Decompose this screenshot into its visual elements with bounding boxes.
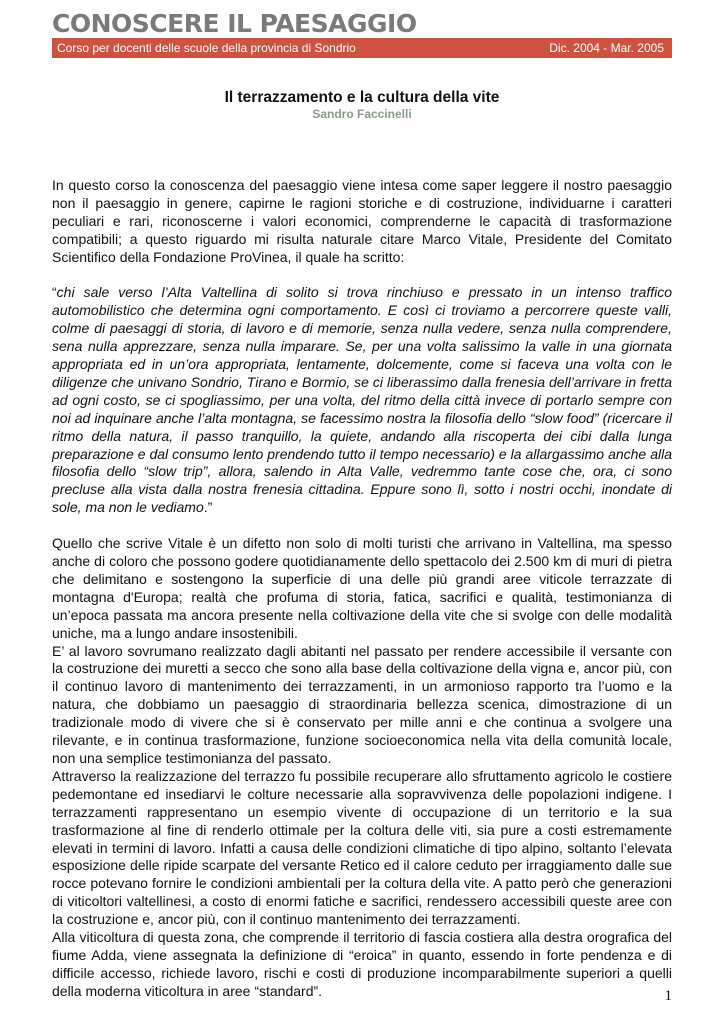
body-paragraph-1: Quello che scrive Vitale è un difetto non solo di molti turisti che arrivano in Valtellina, ma spesso anche di coloro che possono godere quotidianamente dello spettacolo dei 2.500 km di muri di pietra che delimitano e sostengono la superficie di una delle più grandi aree viticole terrazzate di montagna d'Europa; realtà che profuma di storia, fatica, sacrifici e qualità, testimonianza di un’epoca passata ma ancora presente nella coltivazione della vite che si svolge con delle modalità uniche, ma a lungo andare insostenibili. (52, 535, 672, 641)
masthead (52, 10, 672, 58)
body-paragraph-2: E’ al lavoro sovrumano realizzato dagli abitanti nel passato per rendere accessibile il versante con la costruzione dei muretti a secco che sono alla base della coltivazione della vigna e, ancor più, con il continuo lavoro di mantenimento dei terrazzamenti, in un armonioso rapporto tra l’uomo e la natura, che dobbiamo un paesaggio di straordinaria bellezza scenica, dimostrazione di un tradizionale modo di vivere che si è conservato per mille anni e che continua a svolgere una rilevante, e in continua trasformazione, funzione socioeconomica nella vita della comunità locale, non una semplice testimonianza del passato. (52, 642, 672, 766)
quote-text: chi sale verso l’Alta Valtellina di solito si trova rinchiuso e pressato in un intenso traffico automobilistico che determina ogni comportamento. E così ci troviamo a percorrere queste valli, colme di paesaggi di storia, di lavoro e di memorie, senza nulla vedere, senza nulla comprendere, sena nulla apprezzare, senza nulla imparare. Se, per una volta salissimo la valle in una giornata appropriata ed in un’ora appropriata, lentamente, dolcemente, come si faceva una volta con le diligenze che univano Sondrio, Tirano e Bormio, se ci liberassimo dalla frenesia dell’arrivare in fretta ad ogni costo, se ci spogliassimo, per una volta, del ritmo della città invece di portarlo sempre con noi ad inquinare anche l’alta montagna, se facessimo nostra la filosofia dello “slow food” (ricercare il ritmo della natura, il passo tranquillo, la quiete, andando alla riscoperta dei cibi dalla lunga preparazione e dal consumo lento prendendo tutto il tempo necessario) e la allargassimo anche alla filosofia dello “slow trip”, allora, salendo in Alta Valle, vedremmo tante cose che, ora, ci sono precluse alla vista dalla nostra frenesia cittadina. Eppure sono lì, sotto i nostri occhi, inondate di sole, ma non le vediamo (52, 284, 672, 516)
masthead-title: CONOSCERE IL PAESAGGIO (52, 9, 417, 38)
body-paragraph-3: Attraverso la realizzazione del terrazzo fu possibile recuperare allo sfruttamento agricolo le costiere pedemontane ed insediarvi le colture necessarie alla sopravvivenza delle popolazioni indigene. I terrazzamenti rappresentano un esempio vivente di occupazione di un territorio e la sua trasformazione al fine di renderlo ottimale per la coltura delle viti, sia pure a costi estremamente elevati in termini di lavoro. Infatti a causa delle condizioni climatiche di tipo alpino, soltanto l’elevata esposizione delle ripide scarpate del versante Retico ed il calore ceduto per irraggiamento dalle sue rocce potevano fornire le condizioni ambientali per la coltura della vite. A patto però che generazioni di viticoltori valtellinesi, a costo di enormi fatiche e sacrifici, rendessero accessibili queste aree con la costruzione e, ancor più, con il continuo mantenimento dei terrazzamenti. (52, 767, 672, 928)
course-subtitle: Corso per docenti delle scuole della provincia di Sondrio (57, 41, 356, 55)
article-author: Sandro Faccinelli (312, 107, 412, 121)
article-body (52, 177, 672, 1001)
quote-close-mark: .” (203, 499, 213, 516)
quote-paragraph (52, 284, 672, 517)
body-paragraph-4: Alla viticoltura di questa zona, che comprende il territorio di fascia costiera alla destra orografica del fiume Adda, viene assegnata la definizione di “eroica” in quanto, essendo in forte pendenza e di difficile accesso, richiede lavoro, rischi e costi di produzione incomparabilmente superiori a quelli della moderna viticoltura in aree “standard”. (52, 929, 672, 999)
article-title: Il terrazzamento e la cultura della vite (224, 89, 500, 106)
intro-paragraph: In questo corso la conoscenza del paesaggio viene intesa come saper leggere il nostro paesaggio non il paesaggio in genere, capirne le ragioni storiche e di costruzione, individuarne i caratteri peculiari e rari, riconoscerne i valori economici, comprenderne le capacità di trasformazione compatibili; a questo riguardo mi risulta naturale citare Marco Vitale, Presidente del Comitato Scientifico della Fondazione ProVinea, il quale ha scritto: (52, 177, 672, 265)
page-number: 1 (664, 988, 672, 1004)
masthead-bar (52, 38, 672, 58)
quote-open-mark: “ (52, 284, 57, 301)
course-dates: Dic. 2004 - Mar. 2005 (549, 41, 664, 55)
